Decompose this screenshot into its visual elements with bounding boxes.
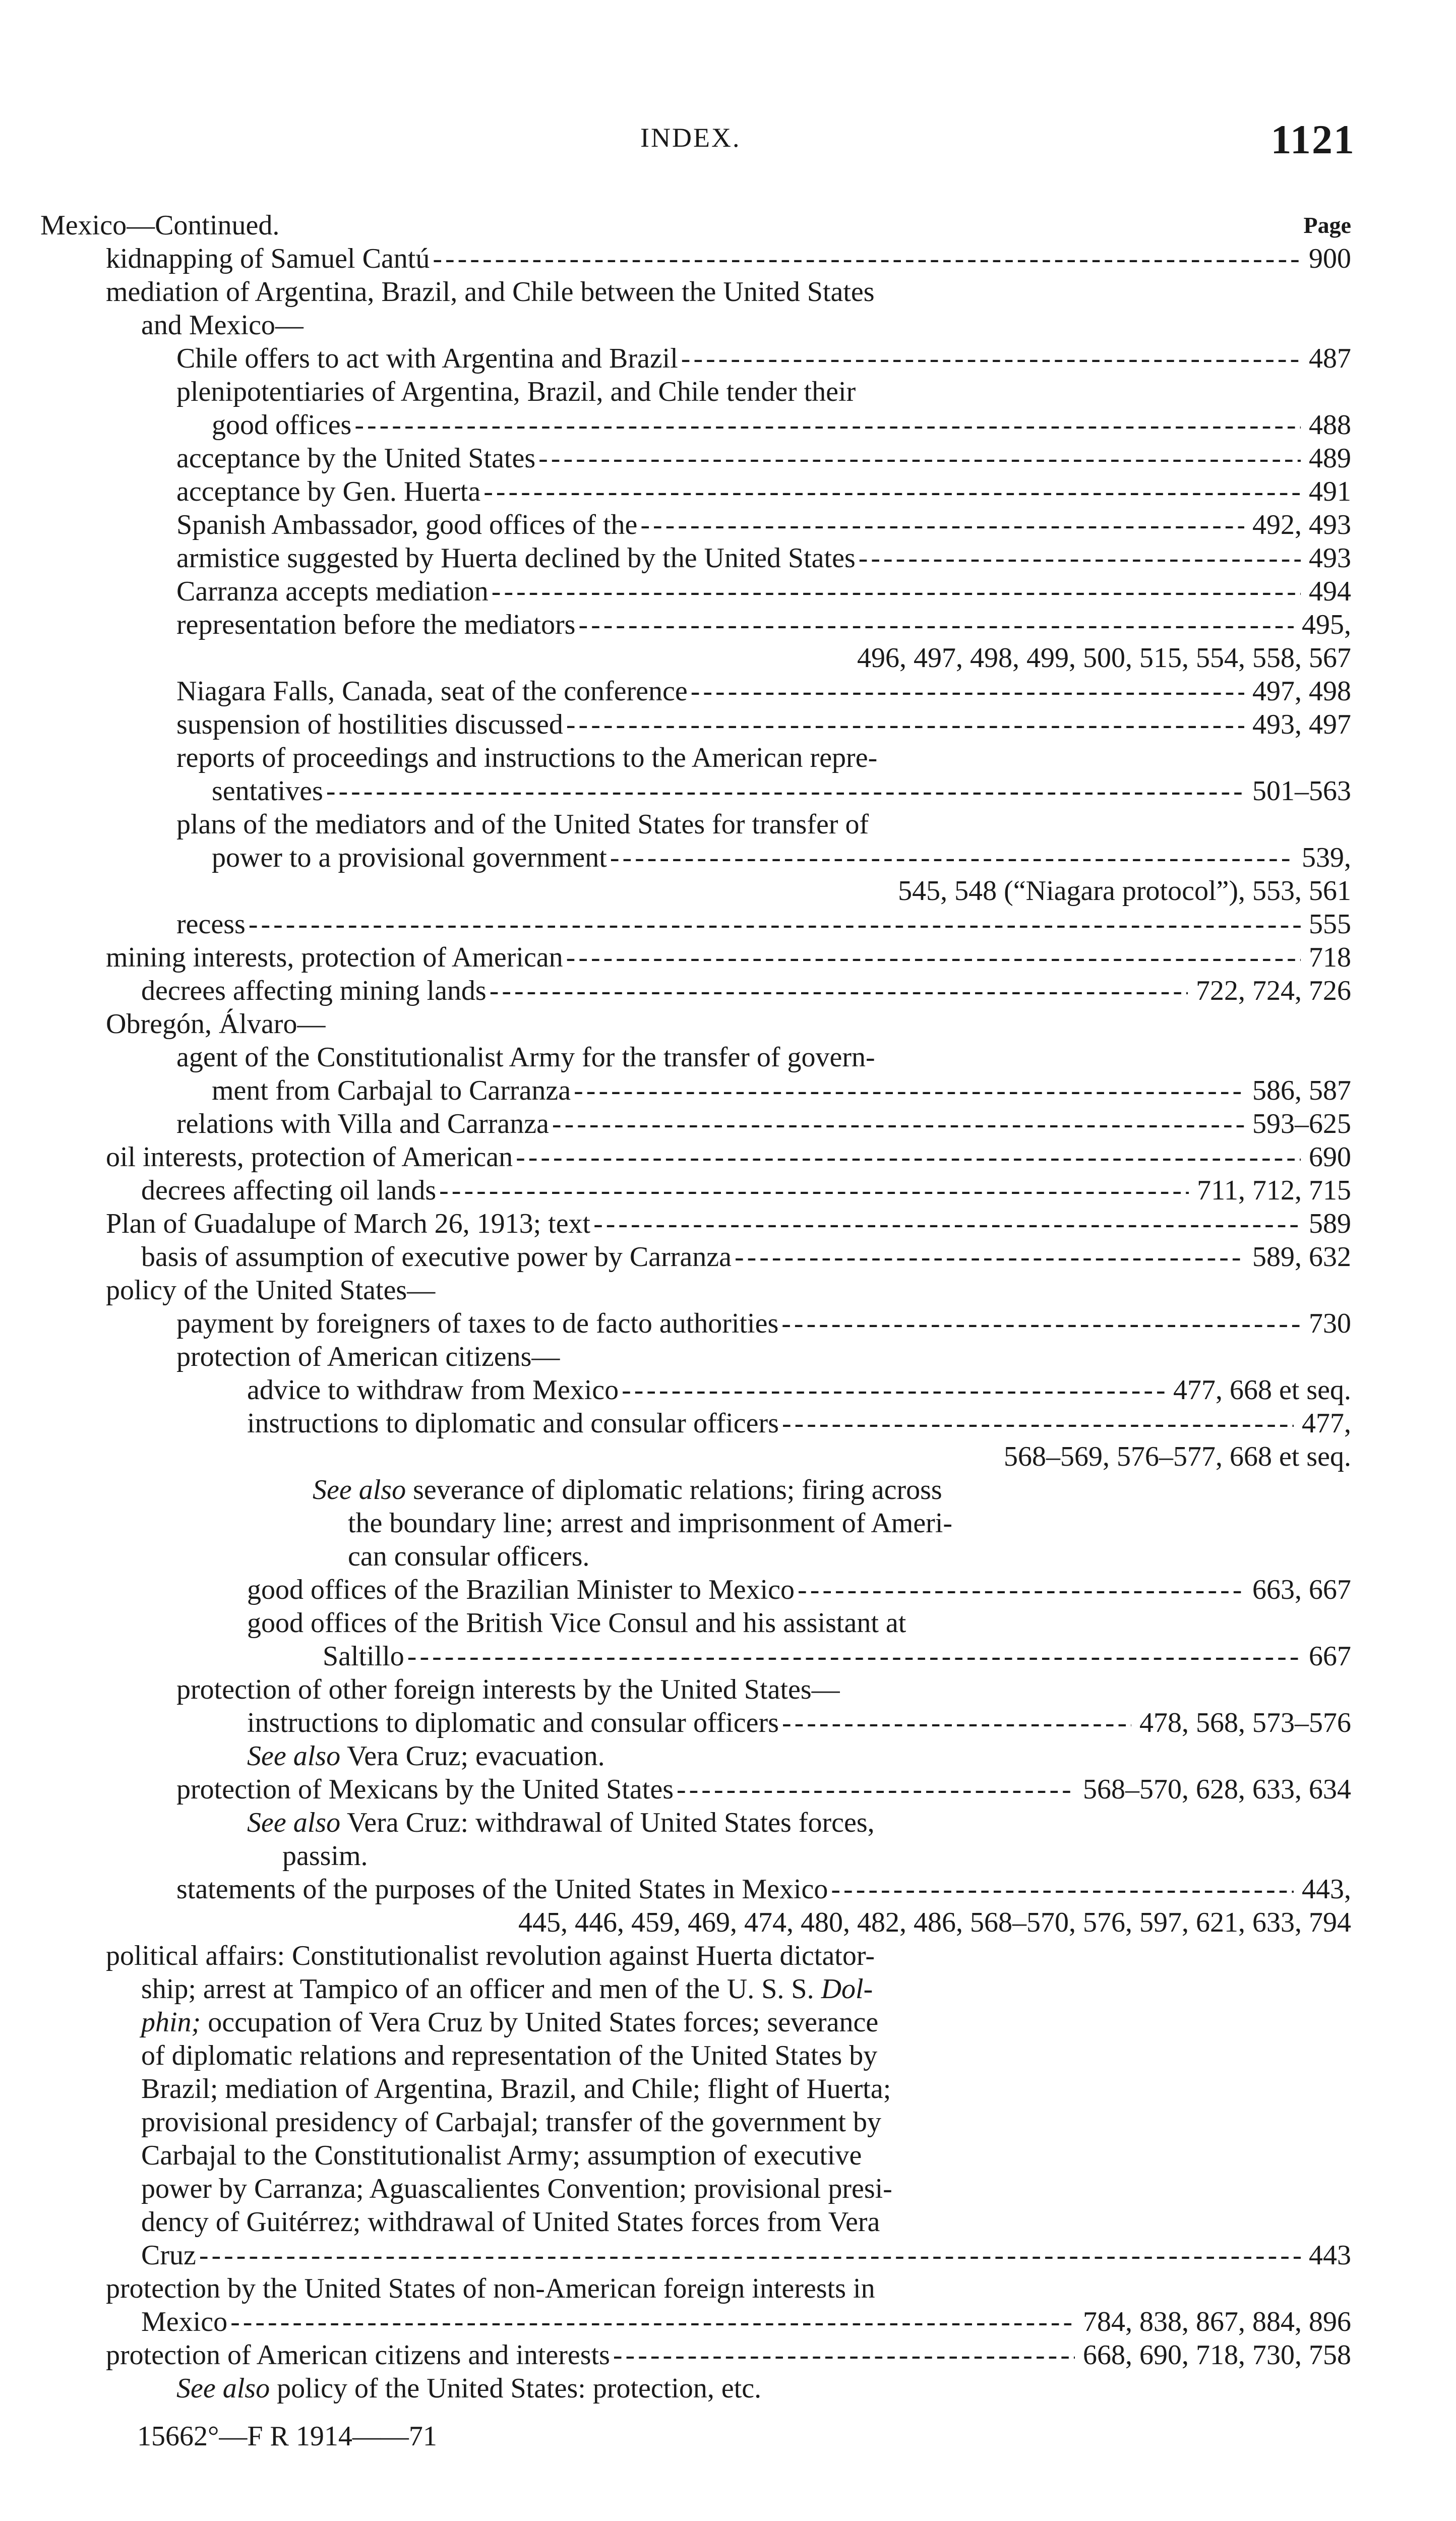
index-entry: Niagara Falls, Canada, seat of the conference - - - 497, 498 (40, 675, 1351, 708)
see-also-entry: See also Vera Cruz: withdrawal of United States forces, (247, 1807, 875, 1838)
index-entry: ship; arrest at Tampico of an officer and men of the U. S. S. Dol- (141, 1973, 873, 2005)
index-entry: plans of the mediators and of the United States for transfer of (176, 809, 869, 840)
index-entry: protection of Mexicans by the United States - - - 568–570, 628, 633, 634 (40, 1773, 1351, 1806)
page-ref: 491 (1301, 475, 1351, 508)
index-entry: Obregón, Álvaro— (106, 1008, 326, 1040)
index-entry: Carbajal to the Constitutionalist Army; assumption of executive (141, 2140, 862, 2171)
index-entry: provisional presidency of Carbajal; transfer of the government by (141, 2107, 881, 2138)
index-entry: protection of American citizens and interests - - - 668, 690, 718, 730, 758 (40, 2338, 1351, 2372)
page-column-label: Page (1303, 212, 1351, 238)
page-ref: 730 (1301, 1307, 1351, 1340)
see-also-label: See also (176, 2373, 270, 2404)
index-entry: political affairs: Constitutionalist revolution against Huerta dictator- (106, 1940, 875, 1971)
index-entry: basis of assumption of executive power by Carranza - - - 589, 632 (40, 1240, 1351, 1274)
index-entry: Brazil; mediation of Argentina, Brazil, and Chile; flight of Huerta; (141, 2073, 891, 2105)
index-entry: mediation of Argentina, Brazil, and Chile between the United States (106, 276, 875, 308)
page-ref: 501–563 (1244, 774, 1351, 808)
page-ref: 667 (1301, 1640, 1351, 1673)
page-number: 1121 (1270, 116, 1355, 162)
index-entry: kidnapping of Samuel Cantú - - - 900 (40, 242, 1351, 275)
index-entry: payment by foreigners of taxes to de facto authorities - - - 730 (40, 1307, 1351, 1340)
index-entry: relations with Villa and Carranza - - - 593–625 (40, 1107, 1351, 1141)
page-ref: 900 (1301, 242, 1351, 275)
index-entry: phin; occupation of Vera Cruz by United States forces; severance (141, 2007, 879, 2038)
page-ref: 443, (1294, 1873, 1351, 1906)
index-entry: and Mexico— (141, 310, 304, 341)
index-entry: oil interests, protection of American - - - 690 (40, 1141, 1351, 1174)
see-also-entry: See also Vera Cruz; evacuation. (247, 1740, 605, 1772)
index-entry: Chile offers to act with Argentina and Brazil - - - 487 (40, 342, 1351, 375)
index-entry-continuation: 496, 497, 498, 499, 500, 515, 554, 558, 567 (857, 642, 1351, 674)
see-also-label: See also (247, 1740, 341, 1772)
index-entry: recess - - - 555 (40, 908, 1351, 941)
index-entry-continuation: 568–569, 576–577, 668 et seq. (1003, 1441, 1351, 1472)
see-also-label: See also (313, 1474, 406, 1506)
index-entry: mining interests, protection of American - - - 718 (40, 941, 1351, 974)
index-entry: ment from Carbajal to Carranza - - - 586, 587 (40, 1074, 1351, 1107)
index-entry: reports of proceedings and instructions to the American repre- (176, 742, 878, 773)
see-also-label: See also (247, 1807, 341, 1838)
page-ref: 589 (1301, 1207, 1351, 1240)
index-entry: acceptance by Gen. Huerta - - - 491 (40, 475, 1351, 508)
page-ref: 443 (1301, 2239, 1351, 2272)
page-ref: 497, 498 (1244, 675, 1351, 708)
page-ref: 784, 838, 867, 884, 896 (1075, 2305, 1351, 2338)
index-entry: decrees affecting mining lands - - - 722, 724, 726 (40, 974, 1351, 1007)
index-entry: dency of Guitérrez; withdrawal of United States forces from Vera (141, 2206, 880, 2238)
index-entry: Mexico - - - 784, 838, 867, 884, 896 (40, 2305, 1351, 2338)
index-entry: good offices of the Brazilian Minister to Mexico - - - 663, 667 (40, 1573, 1351, 1606)
page-ref: 495, (1294, 608, 1351, 641)
index-entry: protection of other foreign interests by the United States— (176, 1674, 840, 1705)
page-ref: 555 (1301, 908, 1351, 941)
index-entry: power by Carranza; Aguascalientes Convention; provisional presi- (141, 2173, 892, 2204)
page-ref: 568–570, 628, 633, 634 (1075, 1773, 1351, 1806)
index-entry: agent of the Constitutionalist Army for the transfer of govern- (176, 1042, 875, 1073)
index-entry: suspension of hostilities discussed - - - 493, 497 (40, 708, 1351, 741)
index-entry: decrees affecting oil lands - - - 711, 712, 715 (40, 1174, 1351, 1207)
index-entry-continuation: 445, 446, 459, 469, 474, 480, 482, 486, 568–570, 576, 597, 621, 633, 794 (518, 1907, 1351, 1938)
index-entry-continuation: 545, 548 (“Niagara protocol”), 553, 561 (898, 875, 1351, 907)
index-entry: policy of the United States— (106, 1275, 436, 1306)
page-ref: 663, 667 (1244, 1573, 1351, 1606)
index-entry: passim. (282, 1840, 368, 1872)
index-entry: Plan of Guadalupe of March 26, 1913; text - - - 589 (40, 1207, 1351, 1240)
index-entry: statements of the purposes of the United States in Mexico - - - 443, (40, 1873, 1351, 1906)
index-entry: of diplomatic relations and representation of the United States by (141, 2040, 878, 2071)
page-ref: 489 (1301, 442, 1351, 475)
index-entry: power to a provisional government - - - 539, (40, 841, 1351, 874)
page-header (0, 116, 1456, 162)
page-ref: 477, (1294, 1407, 1351, 1440)
see-also-entry: See also policy of the United States: protection, etc. (176, 2373, 762, 2404)
index-entry: armistice suggested by Huerta declined by the United States - - - 493 (40, 542, 1351, 575)
page-ref: 722, 724, 726 (1188, 974, 1351, 1007)
index-entry: Carranza accepts mediation - - - 494 (40, 575, 1351, 608)
page-ref: 478, 568, 573–576 (1131, 1706, 1351, 1739)
index-entry: Saltillo - - - 667 (40, 1640, 1351, 1673)
index-entry: sentatives - - - 501–563 (40, 774, 1351, 808)
page-ref: 593–625 (1244, 1107, 1351, 1141)
index-entry: good offices - - - 488 (40, 408, 1351, 442)
index-entry-heading: Mexico—Continued. Page (40, 210, 1351, 241)
running-title: INDEX. (640, 123, 741, 153)
index-entry: good offices of the British Vice Consul and his assistant at (247, 1607, 906, 1639)
index-entry: plenipotentiaries of Argentina, Brazil, and Chile tender their (176, 376, 856, 407)
page-ref: 539, (1294, 841, 1351, 874)
page-ref: 718 (1301, 941, 1351, 974)
page-ref: 494 (1301, 575, 1351, 608)
page-ref: 488 (1301, 408, 1351, 442)
page-ref: 487 (1301, 342, 1351, 375)
index-entry: protection of American citizens— (176, 1341, 560, 1372)
see-also-entry: See also severance of diplomatic relations; firing across (313, 1474, 942, 1506)
signature-footer: 15662°—F R 1914——71 (137, 2421, 437, 2452)
page-ref: 477, 668 et seq. (1165, 1373, 1351, 1407)
page-ref: 492, 493 (1244, 508, 1351, 542)
page-ref: 668, 690, 718, 730, 758 (1075, 2338, 1351, 2372)
page-ref: 586, 587 (1244, 1074, 1351, 1107)
index-entry: can consular officers. (348, 1541, 590, 1572)
page-ref: 711, 712, 715 (1189, 1174, 1351, 1207)
index-entry: instructions to diplomatic and consular officers - - - 478, 568, 573–576 (40, 1706, 1351, 1739)
index-entry: instructions to diplomatic and consular officers - - - 477, (40, 1407, 1351, 1440)
index-entry: Spanish Ambassador, good offices of the - - - 492, 493 (40, 508, 1351, 542)
index-entry: acceptance by the United States - - - 489 (40, 442, 1351, 475)
page-ref: 493 (1301, 542, 1351, 575)
index-entry: advice to withdraw from Mexico - - - 477, 668 et seq. (40, 1373, 1351, 1407)
page-ref: 690 (1301, 1141, 1351, 1174)
page-ref: 589, 632 (1244, 1240, 1351, 1274)
index-entry: protection by the United States of non-American foreign interests in (106, 2273, 875, 2304)
index-entry: representation before the mediators - - - 495, (40, 608, 1351, 641)
page-ref: 493, 497 (1244, 708, 1351, 741)
index-entry: Cruz - - - 443 (40, 2239, 1351, 2272)
index-entry: the boundary line; arrest and imprisonment of Ameri- (348, 1508, 953, 1539)
